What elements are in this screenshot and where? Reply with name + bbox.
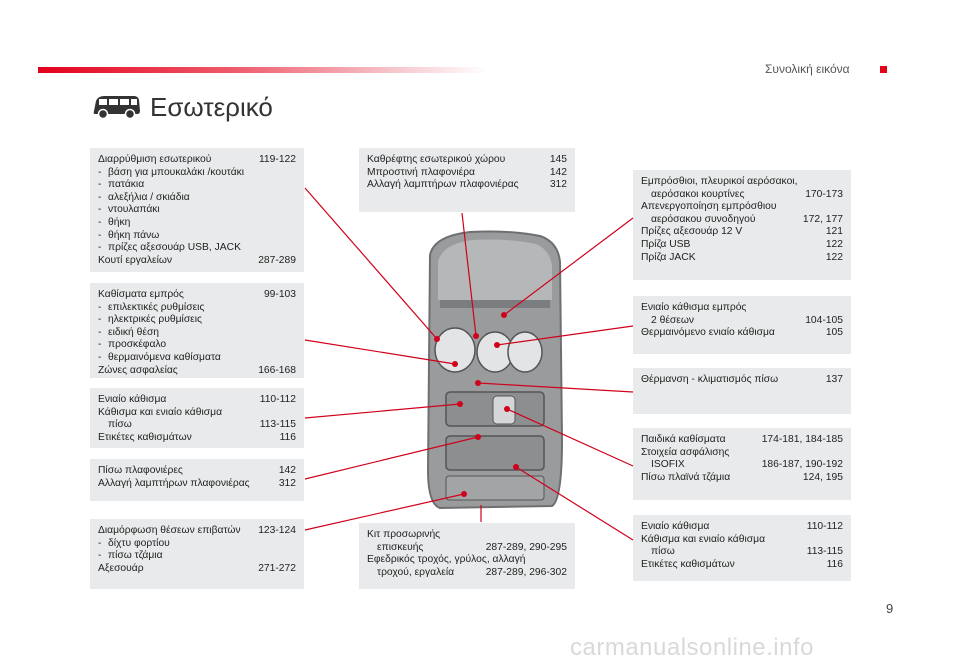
entry-page-ref: 124, 195 [802, 471, 843, 483]
entry-text: - ηλεκτρικές ρυθμίσεις [108, 314, 296, 327]
callout-line-passenger-layout [305, 494, 464, 530]
entry-text: - προσκέφαλο [108, 339, 296, 352]
entry-text: Πρίζα USB [641, 238, 691, 250]
cargo-area [446, 476, 544, 500]
entry-text: Ζώνες ασφαλείας [98, 364, 178, 376]
entry-text: Καθίσματα εμπρός [98, 289, 184, 300]
entry-text: - θερμαινόμενα καθίσματα [108, 352, 296, 365]
callout-dot-bench-right [513, 464, 519, 470]
entry-text: - δίχτυ φορτίου [108, 538, 296, 551]
entry-text: Ενιαίο κάθισμα εμπρός [641, 302, 747, 313]
callout-line-interior-layout [305, 188, 437, 339]
entry-page-ref: 271-272 [258, 562, 296, 574]
entry-text: Παιδικά καθίσματα [641, 434, 726, 445]
entry-text: - πίσω τζάμια [108, 550, 296, 563]
entry-text: 2 θέσεων [651, 314, 695, 326]
entry-text: Ενιαίο κάθισμα [641, 521, 710, 532]
entry-page-ref: 113-115 [259, 419, 296, 431]
entry-text: ISOFIX [651, 459, 685, 471]
entry-page-ref: 287-289, 290-295 [485, 541, 567, 553]
entry-text: - θήκη πάνω [108, 230, 296, 243]
watermark: carmanualsonline.info [570, 634, 814, 661]
entry-text: - επιλεκτικές ρυθμίσεις [108, 302, 296, 315]
entry-text: Διαρρύθμιση εσωτερικού [98, 154, 212, 165]
entry-text: Ενιαίο κάθισμα [98, 394, 167, 405]
entry-page-ref: 122 [825, 238, 843, 250]
entry-text: Θέρμανση - κλιματισμός πίσω [641, 374, 779, 385]
entry-page-ref: 105 [825, 327, 843, 339]
page-number: 9 [886, 601, 894, 616]
entry-page-ref: 312 [278, 477, 296, 489]
page-title: Εσωτερικό [150, 92, 273, 122]
entry-text: Ετικέτες καθισμάτων [98, 431, 192, 443]
entry-page-ref: 110-112 [259, 394, 296, 405]
entry-text: Κιτ προσωρινής [367, 529, 441, 540]
callout-dot-rear-lamps [475, 434, 481, 440]
entry-page-ref: 287-289 [258, 254, 296, 266]
entry-text: Απενεργοποίηση εμπρόσθιου [641, 201, 777, 213]
entry-text: Εμπρόσθιοι, πλευρικοί αερόσακοι, [641, 176, 798, 187]
callout-dot-interior-layout [434, 336, 440, 342]
callout-dot-passenger-layout [461, 491, 467, 497]
entry-page-ref: 116 [279, 431, 296, 443]
entry-page-ref: 137 [825, 374, 843, 385]
entry-text: Αξεσουάρ [98, 562, 144, 574]
entry-page-ref: 121 [825, 226, 843, 238]
entry-text: αερόσακοι κουρτίνες [651, 188, 745, 200]
entry-text: Κάθισμα και ενιαίο κάθισμα [98, 406, 223, 418]
entry-page-ref: 312 [549, 179, 567, 191]
entry-text: Θερμαινόμενο ενιαίο κάθισμα [641, 327, 775, 339]
entry-page-ref: 142 [278, 465, 296, 476]
entry-text: τροχού, εργαλεία [377, 566, 455, 578]
entry-text: Κάθισμα και ενιαίο κάθισμα [641, 533, 766, 545]
entry-page-ref: 142 [549, 166, 567, 178]
callout-dot-front-seats [452, 361, 458, 367]
entry-text: - ντουλαπάκι [108, 204, 296, 217]
section-title: Συνολική εικόνα [765, 62, 850, 76]
entry-page-ref: 145 [549, 154, 567, 165]
entry-page-ref: 119-122 [258, 154, 296, 165]
entry-page-ref: 170-173 [805, 188, 843, 200]
entry-text: Διαμόρφωση θέσεων επιβατών [98, 525, 241, 536]
van-dashboard [440, 300, 550, 308]
entry-page-ref: 166-168 [258, 364, 296, 376]
entry-text: αερόσακου συνοδηγού [651, 213, 756, 225]
callout-dot-heating [475, 380, 481, 386]
callout-dot-mirror [473, 333, 479, 339]
callout-dot-child-seats [504, 406, 510, 412]
entry-text: Αλλαγή λαμπτήρων πλαφονιέρας [367, 179, 519, 191]
entry-page-ref: 287-289, 296-302 [485, 566, 567, 578]
entry-text: Κουτί εργαλείων [98, 254, 173, 266]
entry-text: - πρίζες αξεσουάρ USB, JACK [108, 242, 296, 255]
entry-text: - αλεξήλια / σκιάδια [108, 192, 296, 205]
entry-page-ref: 110-112 [806, 521, 843, 532]
van-windshield [438, 240, 552, 301]
entry-text: - βάση για μπουκαλάκι /κουτάκι [108, 167, 296, 180]
entry-text: - ειδική θέση [108, 327, 296, 340]
entry-page-ref: 104-105 [805, 314, 843, 326]
entry-text: Ετικέτες καθισμάτων [641, 558, 735, 570]
entry-page-ref: 113-115 [806, 546, 843, 558]
entry-text: Αλλαγή λαμπτήρων πλαφονιέρας [98, 477, 250, 489]
entry-text: Πρίζες αξεσουάρ 12 V [641, 226, 743, 238]
entry-text: Πίσω πλαφονιέρες [98, 465, 183, 476]
entry-text: επισκευής [377, 541, 424, 553]
entry-page-ref: 123-124 [258, 525, 296, 536]
child-seat [493, 396, 515, 424]
callout-dot-bench-left [457, 401, 463, 407]
entry-page-ref: 122 [825, 251, 843, 263]
entry-text: - πατάκια [108, 179, 296, 192]
entry-page-ref: 116 [826, 558, 843, 570]
entry-page-ref: 172, 177 [802, 213, 843, 225]
entry-page-ref: 99-103 [263, 289, 296, 300]
entry-text: Καθρέφτης εσωτερικού χώρου [367, 154, 506, 165]
entry-text: - θήκη [108, 217, 296, 230]
callout-dot-airbags [501, 312, 507, 318]
entry-text: Πρίζα JACK [641, 251, 696, 263]
entry-page-ref: 186-187, 190-192 [761, 459, 843, 471]
entry-text: Εφεδρικός τροχός, γρύλος, αλλαγή [367, 554, 526, 566]
entry-text: Μπροστινή πλαφονιέρα [367, 166, 476, 178]
entry-text: πίσω [108, 419, 132, 431]
entry-page-ref: 174-181, 184-185 [761, 434, 843, 445]
callout-dot-front-bench [494, 342, 500, 348]
entry-text: Στοιχεία ασφάλισης [641, 446, 730, 458]
entry-text: Πίσω πλαϊνά τζάμια [641, 471, 731, 483]
entry-text: πίσω [651, 546, 675, 558]
front-seat-right [508, 332, 542, 372]
